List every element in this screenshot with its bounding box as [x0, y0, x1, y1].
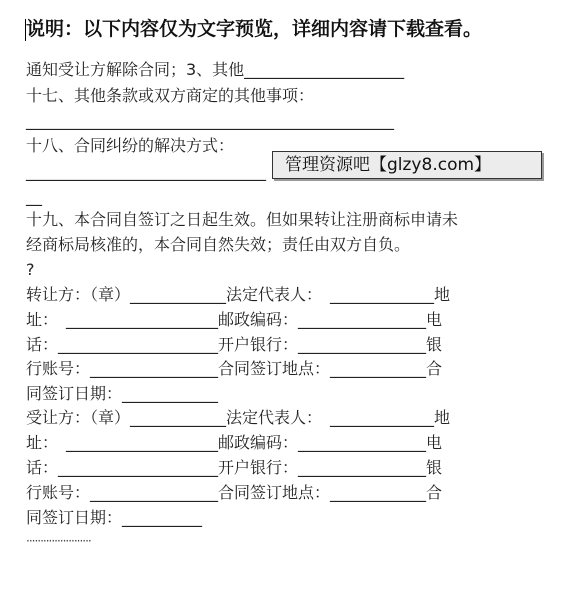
transferor-line-1: 转让方：（章）____________法定代表人： _____________地: [26, 285, 451, 304]
truncation-dots: ·······················: [26, 534, 91, 548]
transferee-line-3: 话：____________________开户银行：________________银: [26, 458, 443, 477]
clause-18-blank-continued: __: [26, 187, 42, 206]
question-mark-line: ?: [26, 260, 35, 279]
transferee-line-4: 行账号：________________合同签订地点：____________合: [26, 483, 443, 502]
transferor-line-5: 同签订日期：____________: [26, 384, 219, 403]
clause-line-terminate: 通知受让方解除合同；3、其他____________________: [26, 60, 405, 79]
clause-17-blank: ______________________________________________: [26, 111, 394, 130]
transferee-line-1: 受让方：（章）____________法定代表人： _____________地: [26, 408, 451, 427]
transferee-line-5: 同签订日期：__________: [26, 508, 203, 527]
site-watermark-box: 管理资源吧【glzy8.com】: [272, 151, 542, 179]
clause-17-heading: 十七、其他条款或双方商定的其他事项：: [26, 86, 315, 105]
clause-18-blank: ______________________________: [26, 162, 266, 181]
transferor-line-4: 行账号：________________合同签订地点：____________合: [26, 359, 443, 378]
transferee-line-2: 址： ___________________邮政编码：________________电: [26, 433, 443, 452]
clause-19-line-1: 十九、本合同自签订之日起生效。但如果转让注册商标申请未: [26, 210, 459, 229]
clause-18-heading: 十八、合同纠纷的解决方式：: [26, 136, 235, 155]
clause-19-line-2: 经商标局核准的，本合同自然失效；责任由双方自负。: [26, 235, 411, 254]
preview-notice: 说明：以下内容仅为文字预览，详细内容请下载查看。: [26, 18, 483, 40]
transferor-line-3: 话：____________________开户银行：________________银: [26, 335, 443, 354]
transferor-line-2: 址： ___________________邮政编码：________________电: [26, 310, 443, 329]
